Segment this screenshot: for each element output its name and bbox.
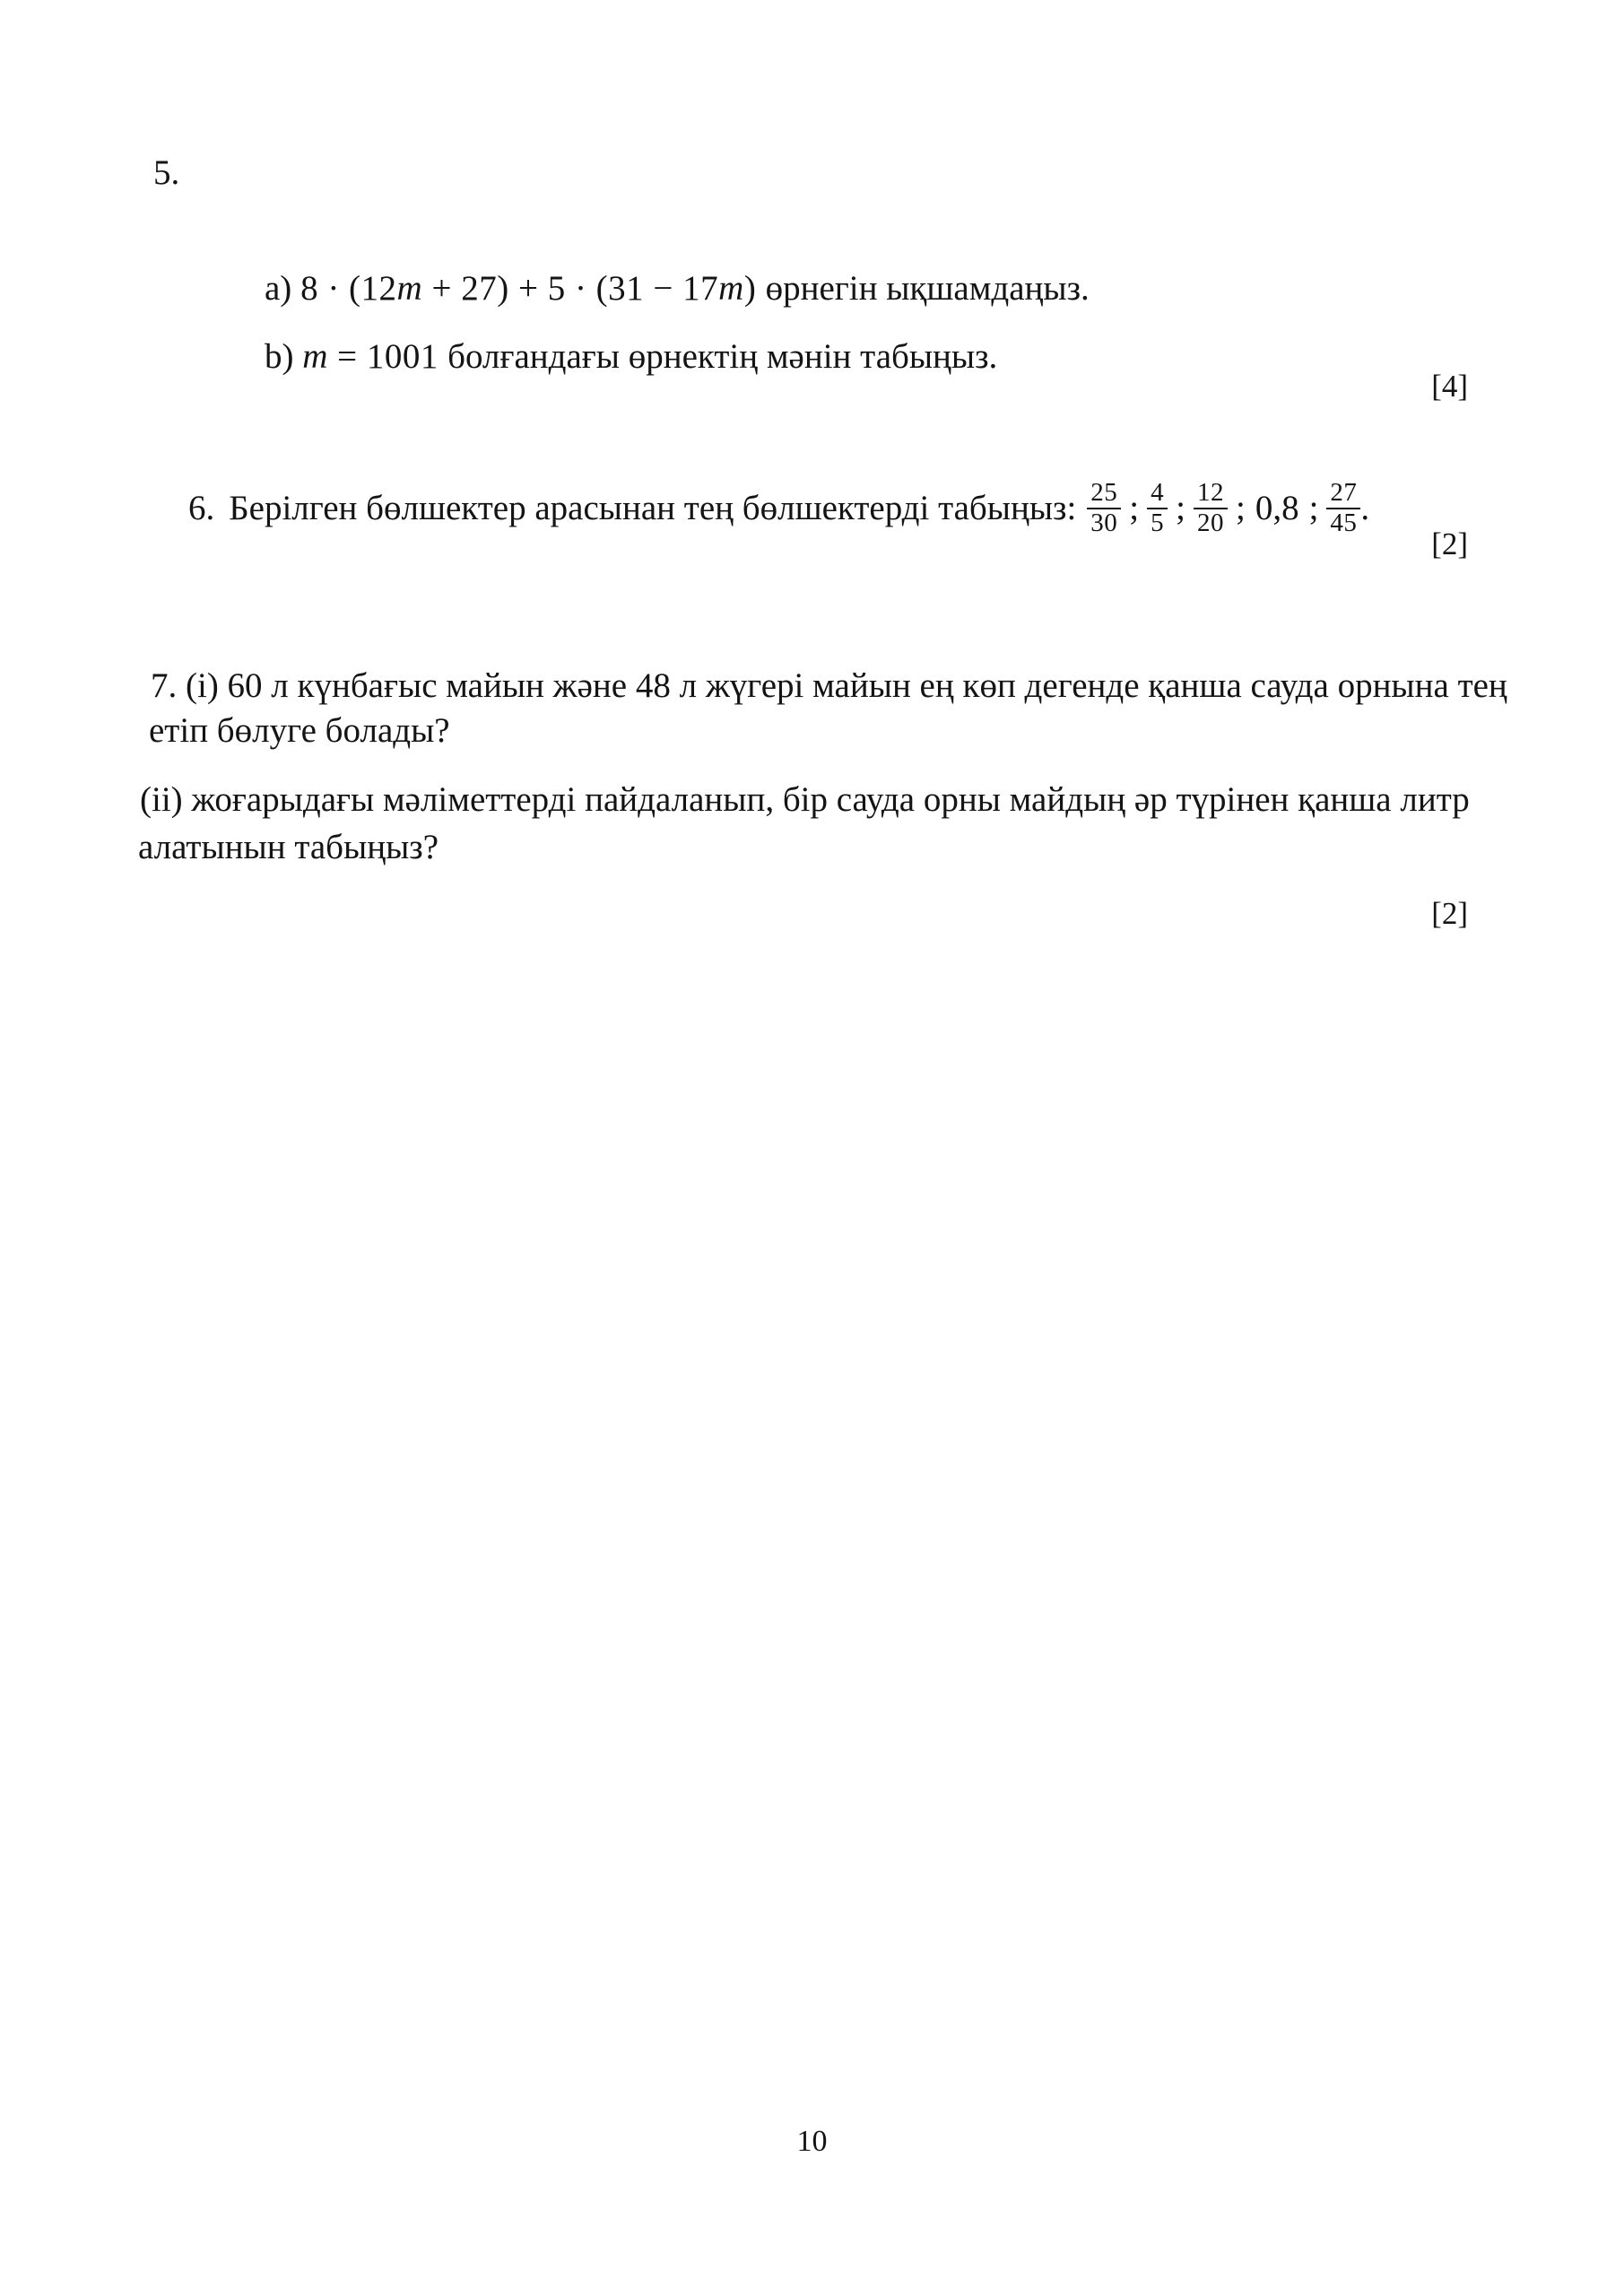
fraction-numerator: 12 (1196, 478, 1224, 507)
question-7-part-i-line-1: 7. (i) 60 л күнбағыс майын және 48 л жүгері майын ең көп дегенде қанша сауда орнына тең (151, 666, 1507, 705)
question-7-part-ii-line-1: (ii) жоғарыдағы мәліметтерді пайдаланып, бір сауда орны майдың әр түрінен қанша литр (140, 780, 1470, 819)
fraction-denominator: 5 (1147, 508, 1168, 538)
question-5-marks: [4] (1431, 369, 1468, 404)
sentence-period: . (1360, 488, 1370, 527)
fraction-numerator: 25 (1090, 478, 1118, 507)
fraction-4-5 (1147, 479, 1168, 538)
separator: ; (1235, 488, 1246, 527)
math-variable-m: m (396, 268, 423, 308)
math-variable-m: m (718, 268, 744, 308)
fraction-denominator: 20 (1194, 508, 1228, 538)
fraction-12-20 (1194, 479, 1228, 538)
fraction-27-45 (1326, 479, 1360, 538)
fraction-25-30 (1087, 479, 1121, 538)
question-7-part-i-line-2: етіп бөлуге болады? (149, 711, 450, 750)
question-5b (230, 294, 997, 420)
fraction-denominator: 45 (1326, 508, 1360, 538)
math-segment: 8 · (12 (300, 268, 397, 308)
fraction-denominator: 30 (1087, 508, 1121, 538)
question-7-part-ii-line-2: алатынын табыңыз? (138, 828, 439, 866)
decimal-value: 0,8 (1255, 488, 1299, 527)
math-segment: + 27) + 5 · (31 − 17 (422, 268, 719, 308)
separator: ; (1176, 488, 1185, 527)
question-6-marks: [2] (1431, 526, 1468, 561)
separator: ; (1129, 488, 1140, 527)
math-segment: = 1001 (327, 336, 448, 376)
question-6 (153, 441, 1369, 581)
question-6-text: Берілген бөлшектер арасынан тең бөлшектерді табыңыз: (229, 488, 1077, 527)
question-6-number: 6. (188, 488, 215, 527)
question-5b-text: болғандағы өрнектің мәнін табыңыз. (447, 336, 998, 376)
fraction-numerator: 4 (1151, 478, 1165, 507)
question-5a-label: a) (265, 268, 301, 308)
math-variable-m: m (302, 336, 328, 376)
separator: ; (1308, 488, 1319, 527)
question-7-marks: [2] (1431, 896, 1468, 931)
question-5b-label: b) (265, 336, 303, 376)
fraction-numerator: 27 (1330, 478, 1358, 507)
question-5-number: 5. (153, 153, 180, 192)
math-segment: ) (743, 268, 766, 308)
question-5b-expression (302, 337, 447, 376)
question-5a-text: өрнегін ықшамдаңыз. (765, 268, 1090, 308)
page-number: 10 (796, 2125, 828, 2158)
